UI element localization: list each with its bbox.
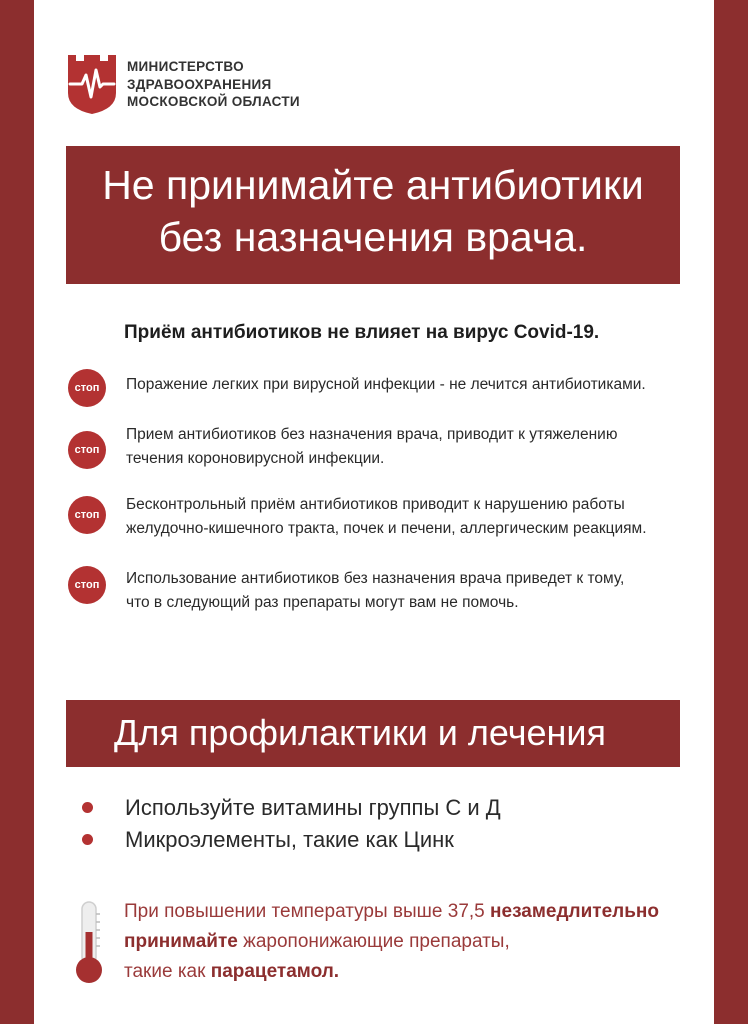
organization-name-line2: ЗДРАВООХРАНЕНИЯ [127,76,272,92]
bullet-dot-icon [82,802,93,813]
temperature-note-emphasis: принимайте [124,931,238,952]
thermometer-icon [72,900,106,986]
stop-item-line: Прием антибиотиков без назначения врача, приводит к утяжелению [126,426,618,443]
right-border-bar [714,0,748,1024]
prevention-banner [66,700,680,767]
stop-item-text [126,373,646,397]
organization-name-line1: МИНИСТЕРСТВО [127,59,244,74]
left-border-bar [0,0,34,1024]
temperature-note-line2 [124,927,659,957]
stop-badge: стоп [68,431,106,469]
headline-banner [66,146,680,284]
list-item-text: Используйте витамины группы С и Д [125,795,501,820]
shield-heartbeat-icon [66,53,118,115]
stop-item-line: Поражение легких при вирусной инфекции - не лечится антибиотиками. [126,376,646,393]
temperature-note-emphasis: парацетамол. [210,961,340,982]
stop-badge: стоп [68,566,106,604]
headline-line1: Не принимайте антибиотики [102,162,644,208]
stop-item-line: желудочно-кишечного тракта, почек и печени, аллергическим реакциям. [126,520,647,537]
temperature-note-line3 [124,957,659,987]
headline-line2: без назначения врача. [158,214,588,260]
stop-item-text [126,567,624,615]
stop-item-line: течения короновирусной инфекции. [126,450,385,467]
organization-name-line3: МОСКОВСКОЙ ОБЛАСТИ [127,94,300,109]
organization-name [127,58,300,111]
temperature-note-text: При повышении температуры выше 37,5 [124,901,491,922]
stop-item-text [126,423,617,471]
subtitle: Приём антибиотиков не влияет на вирус Covid-19. [124,322,600,343]
temperature-note-line1 [124,897,659,927]
temperature-note-text: такие как [124,961,211,982]
temperature-note-emphasis: незамедлительно [490,901,659,922]
bullet-dot-icon [82,834,93,845]
prevention-title: Для профилактики и лечения [114,712,606,753]
stop-item-line: Использование антибиотиков без назначения врача приведет к тому, [126,570,625,587]
stop-badge: стоп [68,369,106,407]
temperature-note [124,897,659,987]
stop-badge: стоп [68,496,106,534]
list-item-text: Микроэлементы, такие как Цинк [125,827,454,852]
stop-item-line: что в следующий раз препараты могут вам не помочь. [126,594,519,611]
stop-item-line: Бесконтрольный приём антибиотиков приводит к нарушению работы [126,496,625,513]
stop-item-text [126,493,647,541]
temperature-note-text: жаропонижающие препараты, [237,931,510,952]
